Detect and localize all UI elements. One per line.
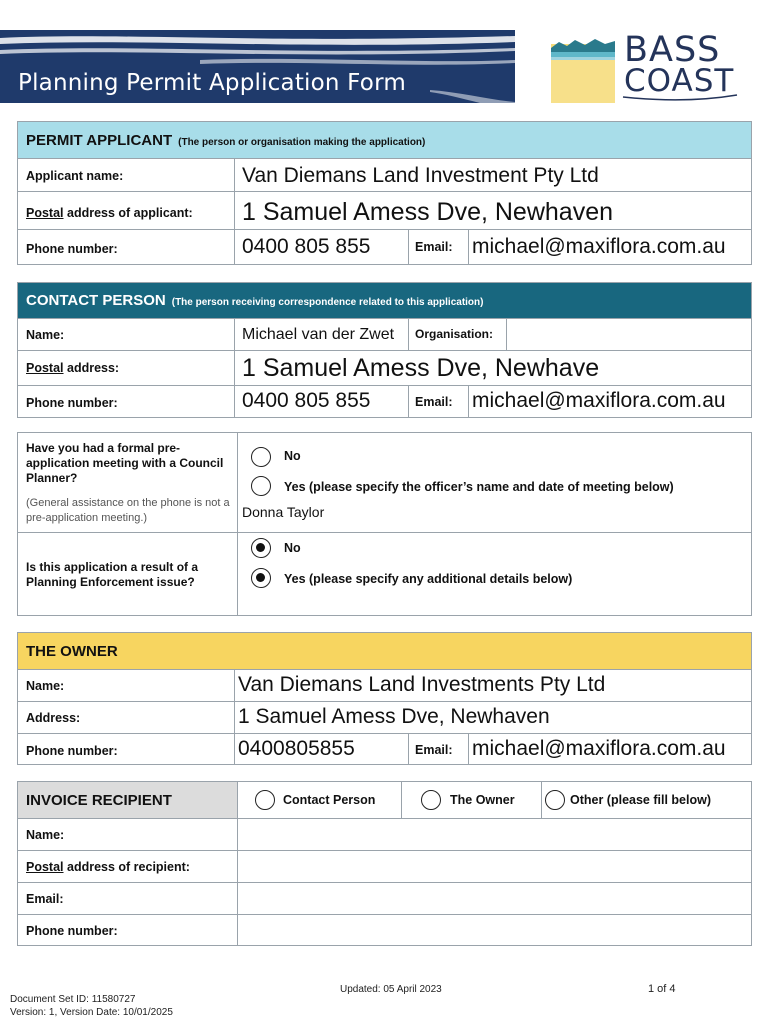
radio-label: Other (please fill below) [570, 793, 711, 807]
enforcement-yes-radio[interactable] [251, 568, 271, 588]
pre-application-question: Have you had a formal pre-application meeting with a Council Planner? [26, 441, 224, 485]
field-label: Address: [26, 711, 81, 725]
invoice-other-radio[interactable] [545, 790, 565, 810]
contact-person-section [17, 282, 752, 418]
invoice-email-row [18, 882, 751, 914]
field-label: Phone number: [26, 744, 118, 758]
radio-label: Contact Person [283, 793, 376, 807]
enforcement-question-row [18, 532, 751, 616]
field-label: Name: [26, 328, 65, 342]
field-label: Name: [26, 828, 65, 842]
owner-address-field[interactable]: 1 Samuel Amess Dve, Newhaven [238, 705, 550, 728]
invoice-contact-radio[interactable] [255, 790, 275, 810]
invoice-phone-row [18, 914, 751, 946]
field-label: Applicant name: [26, 169, 124, 183]
applicant-phone-row [18, 229, 751, 265]
invoice-name-row [18, 818, 751, 850]
title-banner [0, 30, 515, 103]
owner-name-field[interactable]: Van Diemans Land Investments Pty Ltd [238, 673, 606, 696]
questions-section [17, 432, 752, 616]
field-label: Email: [26, 892, 64, 906]
bass-coast-logo [551, 30, 741, 104]
applicant-email-field[interactable]: michael@maxiflora.com.au [472, 235, 726, 258]
page-title: Planning Permit Application Form [18, 70, 406, 96]
contact-phone-field[interactable]: 0400 805 855 [242, 389, 371, 412]
email-label: Email: [415, 395, 453, 409]
owner-phone-row [18, 733, 751, 765]
contact-phone-row [18, 385, 751, 418]
officer-details-field[interactable]: Donna Taylor [242, 504, 325, 520]
section-header [18, 633, 751, 669]
field-label: Phone number: [26, 924, 118, 938]
email-label: Email: [415, 240, 453, 254]
invoice-phone-field[interactable] [238, 915, 751, 946]
contact-name-row [18, 318, 751, 350]
logo-word-coast: COAST [624, 63, 735, 99]
owner-phone-field[interactable]: 0400805855 [238, 737, 355, 760]
radio-label: No [284, 449, 301, 463]
field-label: Postal address of recipient: [26, 860, 190, 874]
invoice-email-field[interactable] [238, 883, 751, 914]
enforcement-question: Is this application a result of a Planning Enforcement issue? [26, 560, 199, 589]
logo-swoosh-icon [621, 93, 739, 103]
applicant-name-field[interactable]: Van Diemans Land Investment Pty Ltd [242, 164, 599, 187]
updated-date: Updated: 05 April 2023 [340, 984, 442, 995]
contact-name-field[interactable]: Michael van der Zwet [242, 326, 395, 343]
radio-label: Yes (please specify any additional details below) [284, 572, 573, 586]
applicant-phone-field[interactable]: 0400 805 855 [242, 235, 371, 258]
applicant-name-row [18, 158, 751, 191]
field-label: Phone number: [26, 396, 118, 410]
pre-application-no-radio[interactable] [251, 447, 271, 467]
contact-postal-field[interactable]: 1 Samuel Amess Dve, Newhave [242, 354, 600, 382]
logo-mark-icon [551, 30, 615, 103]
invoice-postal-field[interactable] [238, 851, 751, 882]
owner-section [17, 632, 752, 765]
pre-application-note: (General assistance on the phone is not a pre-application meeting.) [26, 497, 230, 524]
radio-label: Yes (please specify the officer’s name and date of meeting below) [284, 480, 674, 494]
contact-email-field[interactable]: michael@maxiflora.com.au [472, 389, 726, 412]
applicant-postal-row [18, 191, 751, 229]
field-label: Postal address of applicant: [26, 206, 193, 220]
page-number: 1 of 4 [648, 983, 676, 995]
contact-postal-row [18, 350, 751, 385]
radio-label: The Owner [450, 793, 515, 807]
field-label: Postal address: [26, 361, 120, 375]
document-set-id: Document Set ID: 11580727 [10, 994, 136, 1005]
organisation-label: Organisation: [415, 327, 494, 341]
field-label: Phone number: [26, 242, 118, 256]
radio-label: No [284, 541, 301, 555]
section-title: INVOICE RECIPIENT [26, 792, 172, 809]
pre-application-question-row [18, 433, 751, 532]
invoice-title-cell [18, 782, 237, 818]
section-title: CONTACT PERSON (The person receiving correspondence related to this application) [26, 292, 484, 309]
invoice-postal-row [18, 850, 751, 882]
invoice-recipient-section [17, 781, 752, 946]
field-label: Name: [26, 679, 65, 693]
section-header [18, 782, 751, 818]
pre-application-yes-radio[interactable] [251, 476, 271, 496]
version-info: Version: 1, Version Date: 10/01/2025 [10, 1007, 173, 1018]
applicant-postal-field[interactable]: 1 Samuel Amess Dve, Newhaven [242, 198, 614, 226]
invoice-name-field[interactable] [238, 819, 751, 850]
section-title: PERMIT APPLICANT (The person or organisation making the application) [26, 132, 426, 149]
owner-name-row [18, 669, 751, 701]
permit-applicant-section [17, 121, 752, 265]
section-header [18, 283, 751, 318]
logo-word-bass: BASS [624, 30, 721, 70]
section-header [18, 122, 751, 158]
owner-email-field[interactable]: michael@maxiflora.com.au [472, 737, 726, 760]
invoice-owner-radio[interactable] [421, 790, 441, 810]
enforcement-no-radio[interactable] [251, 538, 271, 558]
section-title: THE OWNER [26, 643, 118, 660]
email-label: Email: [415, 743, 453, 757]
owner-address-row [18, 701, 751, 733]
